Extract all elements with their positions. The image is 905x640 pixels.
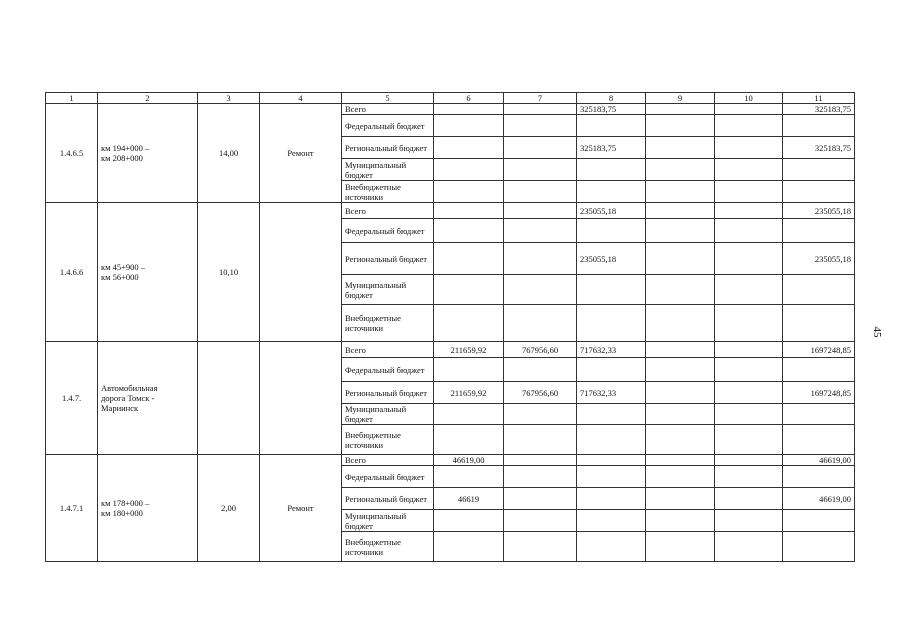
cell-c6 — [434, 159, 504, 181]
cell-c8: 717632,33 — [577, 342, 646, 358]
cell-c10 — [715, 404, 783, 425]
cell-c8 — [577, 219, 646, 243]
cell-c10 — [715, 425, 783, 455]
cell-c10 — [715, 159, 783, 181]
cell-c11: 46619,00 — [783, 455, 855, 466]
funding-source-label: Федеральный бюджет — [342, 219, 434, 243]
cell-c6 — [434, 532, 504, 562]
funding-source-label: Региональный бюджет — [342, 243, 434, 275]
cell-c7 — [504, 159, 577, 181]
cell-c10 — [715, 510, 783, 532]
cell-c8 — [577, 532, 646, 562]
cell-c9 — [646, 532, 715, 562]
cell-c11 — [783, 510, 855, 532]
cell-c11: 235055,18 — [783, 203, 855, 219]
cell-c7 — [504, 181, 577, 203]
cell-c10 — [715, 243, 783, 275]
funding-source-label: Муниципальный бюджет — [342, 510, 434, 532]
object-name: км 45+900 – км 56+000 — [98, 203, 198, 342]
funding-source-label: Внебюджетные источники — [342, 425, 434, 455]
cell-c10 — [715, 137, 783, 159]
object-name: км 194+000 – км 208+000 — [98, 104, 198, 203]
cell-c7 — [504, 243, 577, 275]
cell-c10 — [715, 203, 783, 219]
cell-c10 — [715, 532, 783, 562]
cell-c11: 325183,75 — [783, 137, 855, 159]
header-row — [46, 93, 855, 104]
cell-c9 — [646, 425, 715, 455]
table-row — [46, 342, 855, 358]
cell-c8 — [577, 466, 646, 488]
funding-source-label: Региональный бюджет — [342, 488, 434, 510]
cell-c11 — [783, 275, 855, 305]
cell-c8 — [577, 488, 646, 510]
cell-c7 — [504, 488, 577, 510]
cell-c11: 1697248,85 — [783, 342, 855, 358]
cell-c8: 235055,18 — [577, 243, 646, 275]
funding-source-label: Федеральный бюджет — [342, 115, 434, 137]
cell-c9 — [646, 510, 715, 532]
column-header-3: 3 — [198, 93, 260, 104]
cell-c7 — [504, 219, 577, 243]
cell-c11 — [783, 181, 855, 203]
cell-c7 — [504, 275, 577, 305]
cell-c8 — [577, 404, 646, 425]
cell-c7 — [504, 358, 577, 382]
cell-c6 — [434, 104, 504, 115]
cell-c9 — [646, 243, 715, 275]
cell-c8 — [577, 510, 646, 532]
cell-c8: 325183,75 — [577, 104, 646, 115]
item-code: 1.4.6.5 — [46, 104, 98, 203]
table-row — [46, 104, 855, 115]
cell-c8 — [577, 115, 646, 137]
column-header-7: 7 — [504, 93, 577, 104]
cell-c7 — [504, 104, 577, 115]
object-name: км 178+000 – км 180+000 — [98, 455, 198, 562]
cell-c8 — [577, 358, 646, 382]
cell-c8 — [577, 181, 646, 203]
cell-c6 — [434, 137, 504, 159]
column-header-1: 1 — [46, 93, 98, 104]
cell-c9 — [646, 382, 715, 404]
cell-c6 — [434, 425, 504, 455]
cell-c9 — [646, 358, 715, 382]
cell-c6 — [434, 305, 504, 342]
cell-c11 — [783, 466, 855, 488]
cell-c10 — [715, 488, 783, 510]
budget-table — [45, 92, 855, 562]
funding-source-label: Всего — [342, 455, 434, 466]
cell-c11 — [783, 425, 855, 455]
cell-c11 — [783, 219, 855, 243]
column-header-2: 2 — [98, 93, 198, 104]
column-header-8: 8 — [577, 93, 646, 104]
cell-c9 — [646, 159, 715, 181]
column-header-10: 10 — [715, 93, 783, 104]
cell-c8: 235055,18 — [577, 203, 646, 219]
cell-c6 — [434, 358, 504, 382]
cell-c11 — [783, 159, 855, 181]
funding-source-label: Региональный бюджет — [342, 137, 434, 159]
cell-c8 — [577, 305, 646, 342]
cell-c10 — [715, 181, 783, 203]
funding-source-label: Всего — [342, 203, 434, 219]
cell-c11: 1697248,85 — [783, 382, 855, 404]
funding-source-label: Внебюджетные источники — [342, 181, 434, 203]
item-code: 1.4.6.6 — [46, 203, 98, 342]
funding-source-label: Муниципальный бюджет — [342, 159, 434, 181]
cell-c11 — [783, 115, 855, 137]
cell-c9 — [646, 305, 715, 342]
funding-source-label: Федеральный бюджет — [342, 466, 434, 488]
cell-c10 — [715, 358, 783, 382]
cell-c10 — [715, 455, 783, 466]
object-name: Автомобильная дорога Томск - Мариинск — [98, 342, 198, 455]
funding-source-label: Региональный бюджет — [342, 382, 434, 404]
cell-c6 — [434, 219, 504, 243]
work-type: Ремонт — [260, 455, 342, 562]
cell-c10 — [715, 275, 783, 305]
cell-c9 — [646, 488, 715, 510]
item-code: 1.4.7.1 — [46, 455, 98, 562]
cell-c10 — [715, 342, 783, 358]
cell-c9 — [646, 203, 715, 219]
cell-c8 — [577, 455, 646, 466]
length-km: 14,00 — [198, 104, 260, 203]
cell-c6 — [434, 275, 504, 305]
column-header-5: 5 — [342, 93, 434, 104]
funding-source-label: Внебюджетные источники — [342, 532, 434, 562]
cell-c9 — [646, 404, 715, 425]
funding-source-label: Муниципальный бюджет — [342, 404, 434, 425]
cell-c7: 767956,60 — [504, 382, 577, 404]
cell-c7 — [504, 137, 577, 159]
cell-c7 — [504, 532, 577, 562]
work-type — [260, 203, 342, 342]
column-header-4: 4 — [260, 93, 342, 104]
funding-source-label: Внебюджетные источники — [342, 305, 434, 342]
cell-c8: 325183,75 — [577, 137, 646, 159]
length-km: 2,00 — [198, 455, 260, 562]
cell-c7 — [504, 425, 577, 455]
table-row — [46, 455, 855, 466]
cell-c7 — [504, 115, 577, 137]
funding-source-label: Всего — [342, 104, 434, 115]
cell-c10 — [715, 382, 783, 404]
cell-c11 — [783, 358, 855, 382]
cell-c9 — [646, 466, 715, 488]
cell-c8 — [577, 425, 646, 455]
cell-c6: 211659,92 — [434, 342, 504, 358]
cell-c11 — [783, 404, 855, 425]
table-header — [46, 93, 855, 104]
cell-c11: 325183,75 — [783, 104, 855, 115]
cell-c9 — [646, 275, 715, 305]
cell-c10 — [715, 219, 783, 243]
cell-c7 — [504, 203, 577, 219]
column-header-9: 9 — [646, 93, 715, 104]
cell-c8 — [577, 159, 646, 181]
item-code: 1.4.7. — [46, 342, 98, 455]
cell-c6 — [434, 404, 504, 425]
cell-c6 — [434, 181, 504, 203]
cell-c9 — [646, 104, 715, 115]
cell-c11 — [783, 305, 855, 342]
cell-c6: 211659,92 — [434, 382, 504, 404]
page-number: 45 — [871, 326, 883, 338]
cell-c9 — [646, 115, 715, 137]
funding-source-label: Всего — [342, 342, 434, 358]
work-type — [260, 342, 342, 455]
cell-c10 — [715, 104, 783, 115]
funding-source-label: Федеральный бюджет — [342, 358, 434, 382]
column-header-6: 6 — [434, 93, 504, 104]
table-body — [46, 104, 855, 562]
cell-c10 — [715, 115, 783, 137]
cell-c7 — [504, 305, 577, 342]
cell-c6 — [434, 243, 504, 275]
cell-c7: 767956,60 — [504, 342, 577, 358]
cell-c9 — [646, 342, 715, 358]
cell-c9 — [646, 137, 715, 159]
cell-c11: 235055,18 — [783, 243, 855, 275]
cell-c6: 46619,00 — [434, 455, 504, 466]
cell-c9 — [646, 181, 715, 203]
cell-c6 — [434, 203, 504, 219]
cell-c7 — [504, 510, 577, 532]
funding-source-label: Муниципальный бюджет — [342, 275, 434, 305]
column-header-11: 11 — [783, 93, 855, 104]
cell-c8 — [577, 275, 646, 305]
table-row — [46, 203, 855, 219]
cell-c6: 46619 — [434, 488, 504, 510]
cell-c11: 46619,00 — [783, 488, 855, 510]
cell-c7 — [504, 404, 577, 425]
length-km: 10,10 — [198, 203, 260, 342]
length-km — [198, 342, 260, 455]
cell-c6 — [434, 466, 504, 488]
cell-c11 — [783, 532, 855, 562]
cell-c9 — [646, 455, 715, 466]
cell-c6 — [434, 115, 504, 137]
cell-c6 — [434, 510, 504, 532]
cell-c10 — [715, 466, 783, 488]
cell-c7 — [504, 455, 577, 466]
cell-c9 — [646, 219, 715, 243]
cell-c10 — [715, 305, 783, 342]
cell-c7 — [504, 466, 577, 488]
work-type: Ремонт — [260, 104, 342, 203]
cell-c8: 717632,33 — [577, 382, 646, 404]
